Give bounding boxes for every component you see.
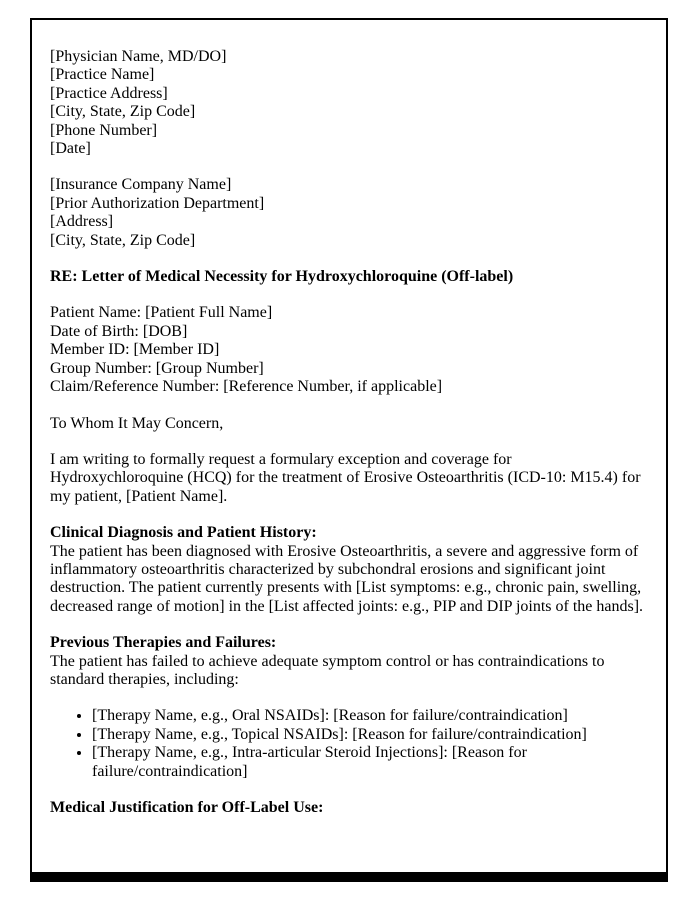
previous-therapies-section bbox=[50, 634, 648, 689]
therapy-failure-item: • [Therapy Name, e.g., Topical NSAIDs]: [Reason for failure/contraindication] bbox=[92, 726, 648, 744]
intro-paragraph: I am writing to formally request a formulary exception and coverage for Hydroxychloroquine (HCQ) for the treatment of Erosive Osteoarthritis (ICD-10: M15.4) for my patient, [Patient Name]. bbox=[50, 450, 641, 505]
patient-info-line: Date of Birth: [DOB] bbox=[50, 322, 188, 340]
sender-line: [Date] bbox=[50, 140, 91, 158]
patient-info-line: Claim/Reference Number: [Reference Number, if applicable] bbox=[50, 378, 443, 396]
recipient-line: [Prior Authorization Department] bbox=[50, 194, 265, 212]
medical-justification-heading: Medical Justification for Off-Label Use: bbox=[50, 799, 324, 816]
sender-line: [Practice Address] bbox=[50, 84, 168, 102]
clinical-diagnosis-section bbox=[50, 524, 648, 616]
therapy-failure-item: • [Therapy Name, e.g., Intra-articular Steroid Injections]: [Reason for failure/contraindication] bbox=[92, 744, 648, 781]
sender-line: [Phone Number] bbox=[50, 121, 158, 139]
patient-info-line: Group Number: [Group Number] bbox=[50, 359, 264, 377]
patient-info-line: Member ID: [Member ID] bbox=[50, 341, 220, 359]
patient-info-block bbox=[50, 304, 648, 396]
previous-therapies-heading: Previous Therapies and Failures: bbox=[50, 634, 277, 652]
salutation: To Whom It May Concern, bbox=[50, 414, 224, 432]
recipient-line: [Address] bbox=[50, 213, 114, 231]
sender-line: [Practice Name] bbox=[50, 66, 155, 84]
patient-info-line: Patient Name: [Patient Full Name] bbox=[50, 304, 273, 322]
recipient-line: [Insurance Company Name] bbox=[50, 176, 232, 194]
letter-page bbox=[30, 18, 668, 882]
recipient-address-block bbox=[50, 176, 648, 250]
clinical-diagnosis-body: The patient has been diagnosed with Erosive Osteoarthritis, a severe and aggressive form of inflammatory osteoarthritis characterized by subchondral erosions and significant joint destruction. The patient currently presents with [List symptoms: e.g., chronic pain, swelling, decreased range of motion] in the [List affected joints: e.g., PIP and DIP joints of the hands]. bbox=[50, 542, 644, 615]
sender-address-block bbox=[50, 48, 648, 158]
previous-therapies-body: The patient has failed to achieve adequate symptom control or has contraindications to standard therapies, including: bbox=[50, 652, 605, 688]
therapy-failures-list bbox=[50, 707, 648, 781]
recipient-line: [City, State, Zip Code] bbox=[50, 231, 196, 249]
therapy-failure-item: • [Therapy Name, e.g., Oral NSAIDs]: [Reason for failure/contraindication] bbox=[92, 707, 648, 725]
sender-line: [City, State, Zip Code] bbox=[50, 103, 196, 121]
subject-line: RE: Letter of Medical Necessity for Hydroxychloroquine (Off-label) bbox=[50, 268, 514, 286]
clinical-diagnosis-heading: Clinical Diagnosis and Patient History: bbox=[50, 524, 317, 542]
sender-line: [Physician Name, MD/DO] bbox=[50, 48, 227, 65]
